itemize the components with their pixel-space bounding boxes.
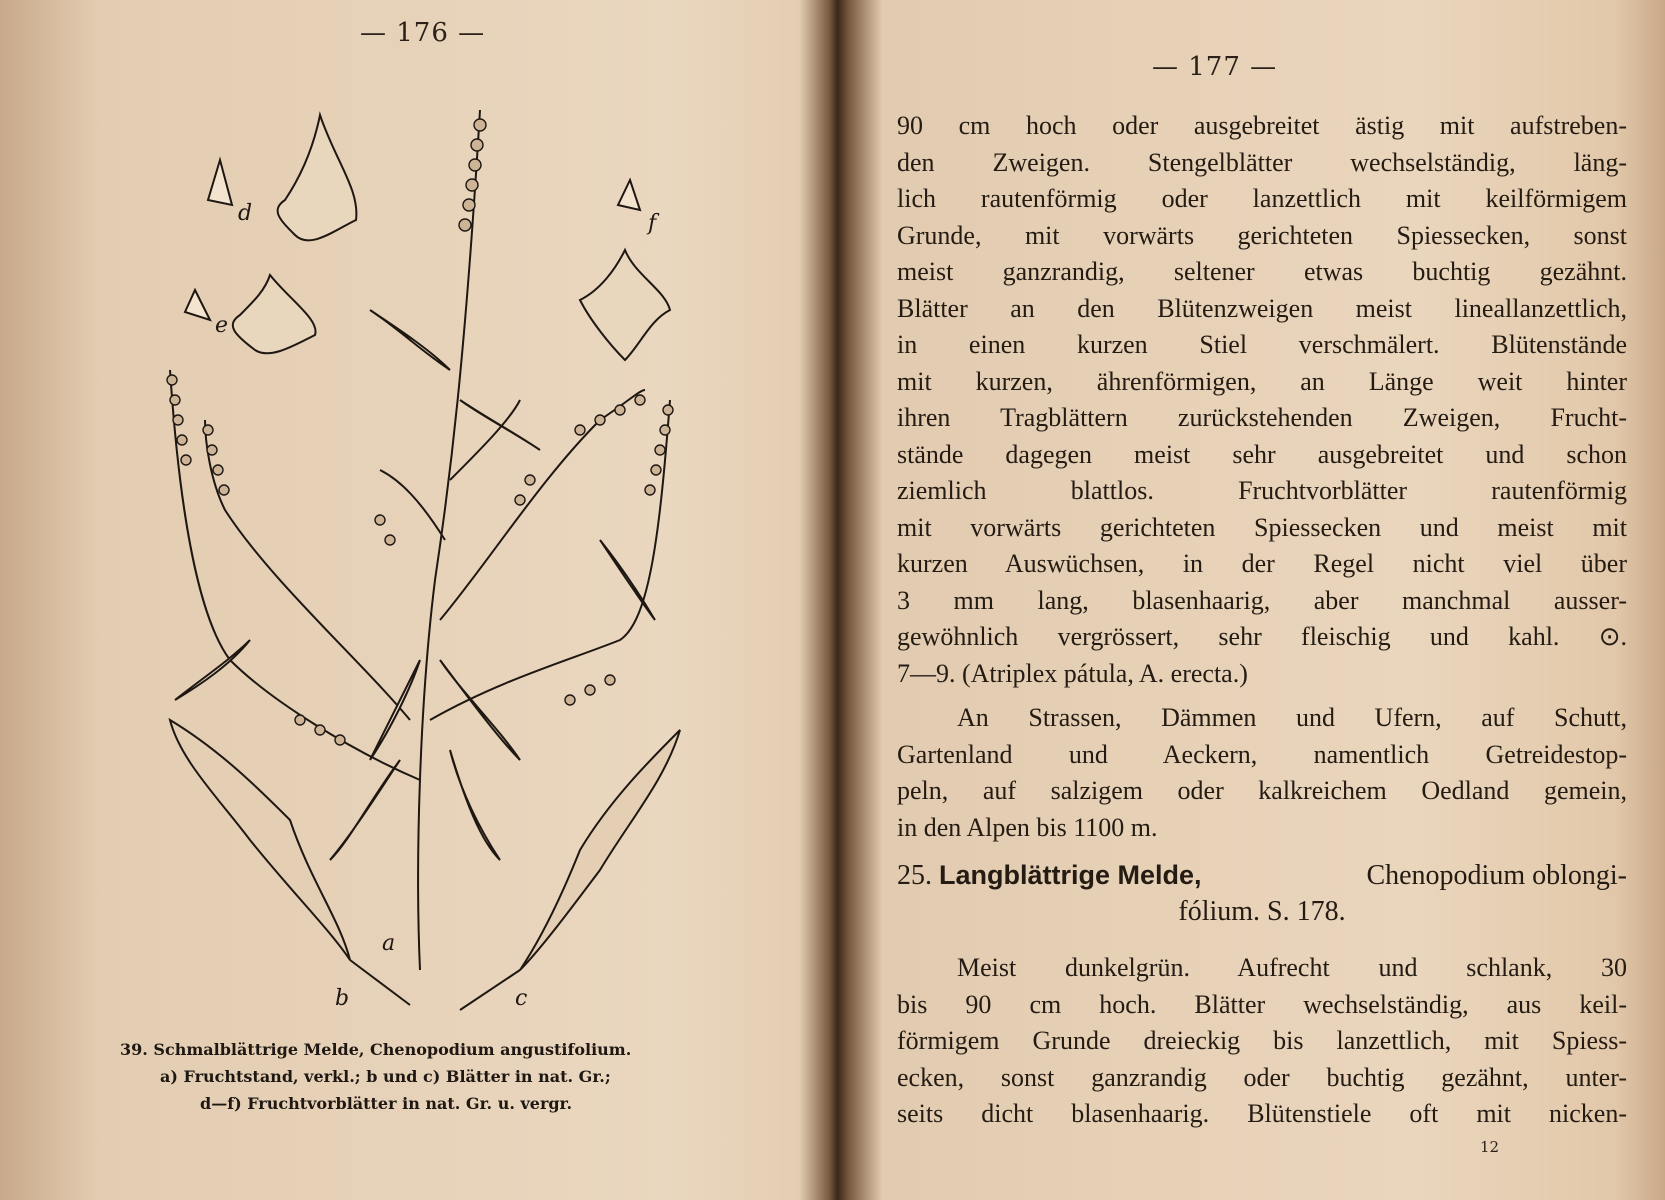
text-line: ziemlich blattlos. Fruchtvorblätter rautenförmig <box>897 476 1627 505</box>
figure-caption <box>120 1036 720 1117</box>
text-line: 7—9. (Atriplex pátula, A. erecta.) <box>897 658 1248 688</box>
text-line: kurzen Auswüchsen, in der Regel nicht viel über <box>897 549 1627 578</box>
text-line: Grunde, mit vorwärts gerichteten Spiessecken, sonst <box>897 220 1627 250</box>
latin-name-line2: fólium. S. 178. <box>1178 896 1346 927</box>
species-number: 25. <box>897 860 932 891</box>
text-line: An Strassen, Dämmen und Ufern, auf Schutt, <box>957 703 1627 732</box>
text-line: bis 90 cm hoch. Blätter wechselständig, aus keil- <box>897 989 1627 1019</box>
fig-label-d: d <box>238 201 253 226</box>
text-line: 3 mm lang, blasenhaarig, aber manchmal ausser- <box>897 585 1627 615</box>
habitat-paragraph <box>897 700 1627 846</box>
text-line: den Zweigen. Stengelblätter wechselständig, läng- <box>897 147 1627 177</box>
text-line: ecken, sonst ganzrandig oder buchtig gezähnt, unter- <box>897 1062 1627 1092</box>
species-heading <box>897 860 1627 928</box>
text-line: Blätter an den Blütenzweigen meist lineallanzettlich, <box>897 293 1627 323</box>
caption-line: d—f) Fruchtvorblätter in nat. Gr. u. vergr. <box>200 1094 573 1113</box>
text-line: in einen kurzen Stiel verschmälert. Blütenstände <box>897 330 1627 359</box>
page-number-right: — 177 — <box>1152 52 1278 82</box>
left-page <box>0 0 830 1200</box>
text-line: gewöhnlich vergrössert, sehr fleischig und kahl. ⊙. <box>897 622 1627 651</box>
text-line: peln, auf salzigem oder kalkreichem Oedland gemein, <box>897 776 1627 805</box>
fig-label-f: f <box>648 211 657 236</box>
text-line: ihren Tragblättern zurückstehenden Zweigen, Frucht- <box>897 403 1627 432</box>
text-line: seits dicht blasenhaarig. Blütenstiele oft mit nicken- <box>897 1099 1627 1128</box>
description-paragraph-2 <box>897 950 1627 1133</box>
text-line: mit kurzen, ährenförmigen, an Länge weit hinter <box>897 366 1627 396</box>
caption-line: a) Fruchtstand, verkl.; b und c) Blätter in nat. Gr.; <box>160 1067 611 1086</box>
fig-label-b: b <box>335 986 350 1011</box>
text-line: Gartenland und Aeckern, namentlich Getreidestop- <box>897 739 1627 769</box>
text-line: 90 cm hoch oder ausgebreitet ästig mit aufstreben- <box>897 111 1627 140</box>
text-line: meist ganzrandig, seltener etwas buchtig gezähnt. <box>897 257 1627 286</box>
text-line: Meist dunkelgrün. Aufrecht und schlank, 30 <box>957 953 1627 982</box>
printer-signature: 12 <box>1480 1138 1500 1156</box>
species-name: Langblättrige Melde, <box>939 860 1202 890</box>
page-number-left: — 176 — <box>360 18 486 48</box>
description-paragraph <box>897 108 1627 692</box>
right-page <box>840 0 1665 1200</box>
text-line: in den Alpen bis 1100 m. <box>897 812 1158 842</box>
text-line: mit vorwärts gerichteten Spiessecken und meist mit <box>897 512 1627 542</box>
caption-line: 39. Schmalblättrige Melde, Chenopodium angustifolium. <box>120 1040 632 1059</box>
text-line: förmigem Grunde dreieckig bis lanzettlich, mit Spiess- <box>897 1026 1627 1055</box>
plant-illustration <box>120 100 720 1020</box>
latin-name-line1: Chenopodium oblongi- <box>1366 860 1627 891</box>
text-line: stände dagegen meist sehr ausgebreitet und schon <box>897 439 1627 469</box>
fig-label-c: c <box>515 986 528 1011</box>
fig-label-a: a <box>382 931 396 956</box>
text-line: lich rautenförmig oder lanzettlich mit keilförmigem <box>897 184 1627 213</box>
fig-label-e: e <box>215 313 229 338</box>
